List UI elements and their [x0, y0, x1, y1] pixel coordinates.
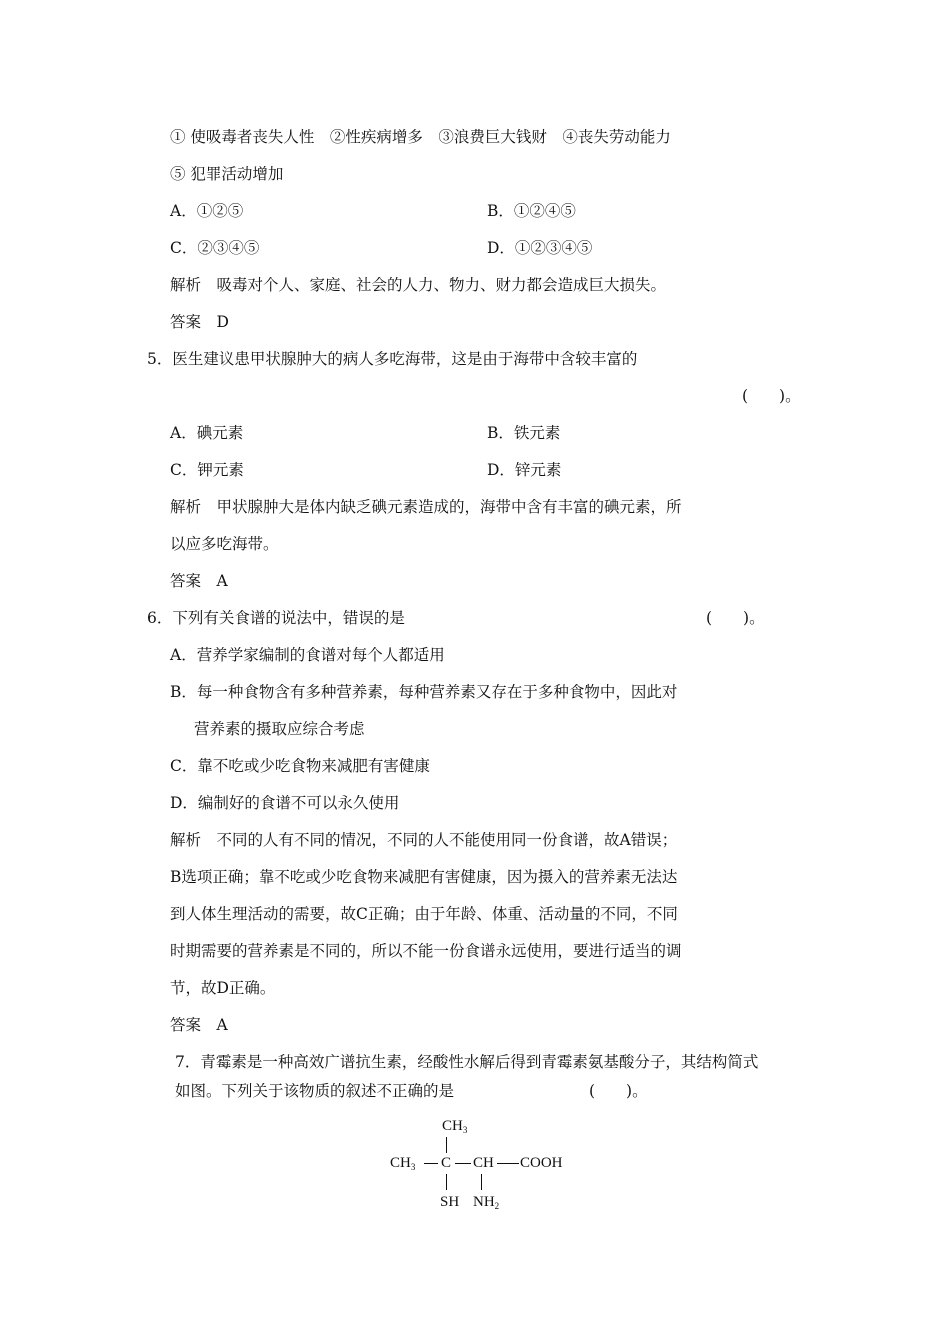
left-methyl-sub: 3 [410, 1162, 416, 1172]
q4-items-line1: ① 使吸毒者丧失人性 ②性疾病增多 ③浪费巨大钱财 ④丧失劳动能力 [170, 128, 671, 146]
top-methyl-sub: 3 [462, 1125, 468, 1135]
bond-top [446, 1137, 447, 1153]
q4-option-b: B．①②④⑤ [487, 202, 576, 220]
q5-option-a: A．碘元素 [170, 424, 244, 442]
q6-option-b-line2: 营养素的摄取应综合考虑 [194, 720, 365, 738]
q5-paren: ( )。 [742, 387, 801, 405]
q4-items-line2: ⑤ 犯罪活动增加 [170, 165, 284, 183]
q4-option-a: A．①②⑤ [170, 202, 244, 220]
amino-group [473, 1194, 499, 1214]
q7-stem-line1: 7．青霉素是一种高效广谱抗生素，经酸性水解后得到青霉素氨基酸分子，其结构简式 [175, 1053, 759, 1071]
top-methyl-group [442, 1118, 467, 1138]
q4-answer: 答案 D [170, 313, 229, 331]
bond-left [424, 1163, 438, 1164]
q6-paren: ( )。 [706, 609, 765, 627]
bond-middle [455, 1163, 471, 1164]
amino-sub: 2 [494, 1201, 500, 1211]
amino-text: NH [473, 1194, 495, 1210]
q5-analysis-line2: 以应多吃海带。 [170, 535, 279, 553]
q5-answer: 答案 A [170, 572, 228, 590]
thiol-group: SH [440, 1194, 460, 1210]
q4-analysis: 解析 吸毒对个人、家庭、社会的人力、物力、财力都会造成巨大损失。 [170, 276, 667, 294]
q5-option-d: D．锌元素 [487, 461, 562, 479]
bond-bottom-left [446, 1174, 447, 1190]
q7-stem-line2: 如图。下列关于该物质的叙述不正确的是 [175, 1082, 455, 1100]
left-methyl-text: CH [390, 1155, 411, 1171]
bond-bottom-right [481, 1174, 482, 1190]
q6-answer: 答案 A [170, 1016, 228, 1034]
q6-analysis-line1: 解析 不同的人有不同的情况，不同的人不能使用同一份食谱，故A错误； [170, 831, 678, 849]
q5-option-c: C．钾元素 [170, 461, 244, 479]
q6-option-b-line1: B．每一种食物含有多种营养素，每种营养素又存在于多种食物中，因此对 [170, 683, 678, 701]
q5-analysis-line1: 解析 甲状腺肿大是体内缺乏碘元素造成的，海带中含有丰富的碘元素，所 [170, 498, 682, 516]
q6-analysis-line3: 到人体生理活动的需要，故C正确；由于年龄、体重、活动量的不同，不同 [170, 905, 678, 923]
structural-formula [380, 1112, 600, 1222]
q6-stem: 6．下列有关食谱的说法中，错误的是 [147, 609, 405, 627]
left-methyl-group [390, 1155, 415, 1175]
q6-option-c: C．靠不吃或少吃食物来减肥有害健康 [170, 757, 430, 775]
q4-option-d: D．①②③④⑤ [487, 239, 593, 257]
q4-option-c: C．②③④⑤ [170, 239, 260, 257]
top-methyl-text: CH [442, 1118, 463, 1134]
ch-group: CH [473, 1155, 494, 1171]
q6-analysis-line4: 时期需要的营养素是不同的，所以不能一份食谱永远使用，要进行适当的调 [170, 942, 682, 960]
q7-paren: ( )。 [589, 1082, 648, 1100]
central-carbon: C [441, 1155, 452, 1171]
q6-option-a: A．营养学家编制的食谱对每个人都适用 [170, 646, 445, 664]
carboxyl-group: COOH [520, 1155, 563, 1171]
q6-analysis-line5: 节，故D正确。 [170, 979, 276, 997]
q6-option-d: D．编制好的食谱不可以永久使用 [170, 794, 400, 812]
q6-analysis-line2: B选项正确；靠不吃或少吃食物来减肥有害健康，因为摄入的营养素无法达 [170, 868, 678, 886]
bond-right [497, 1163, 519, 1164]
q5-stem: 5．医生建议患甲状腺肿大的病人多吃海带，这是由于海带中含较丰富的 [147, 350, 638, 368]
q5-option-b: B．铁元素 [487, 424, 561, 442]
